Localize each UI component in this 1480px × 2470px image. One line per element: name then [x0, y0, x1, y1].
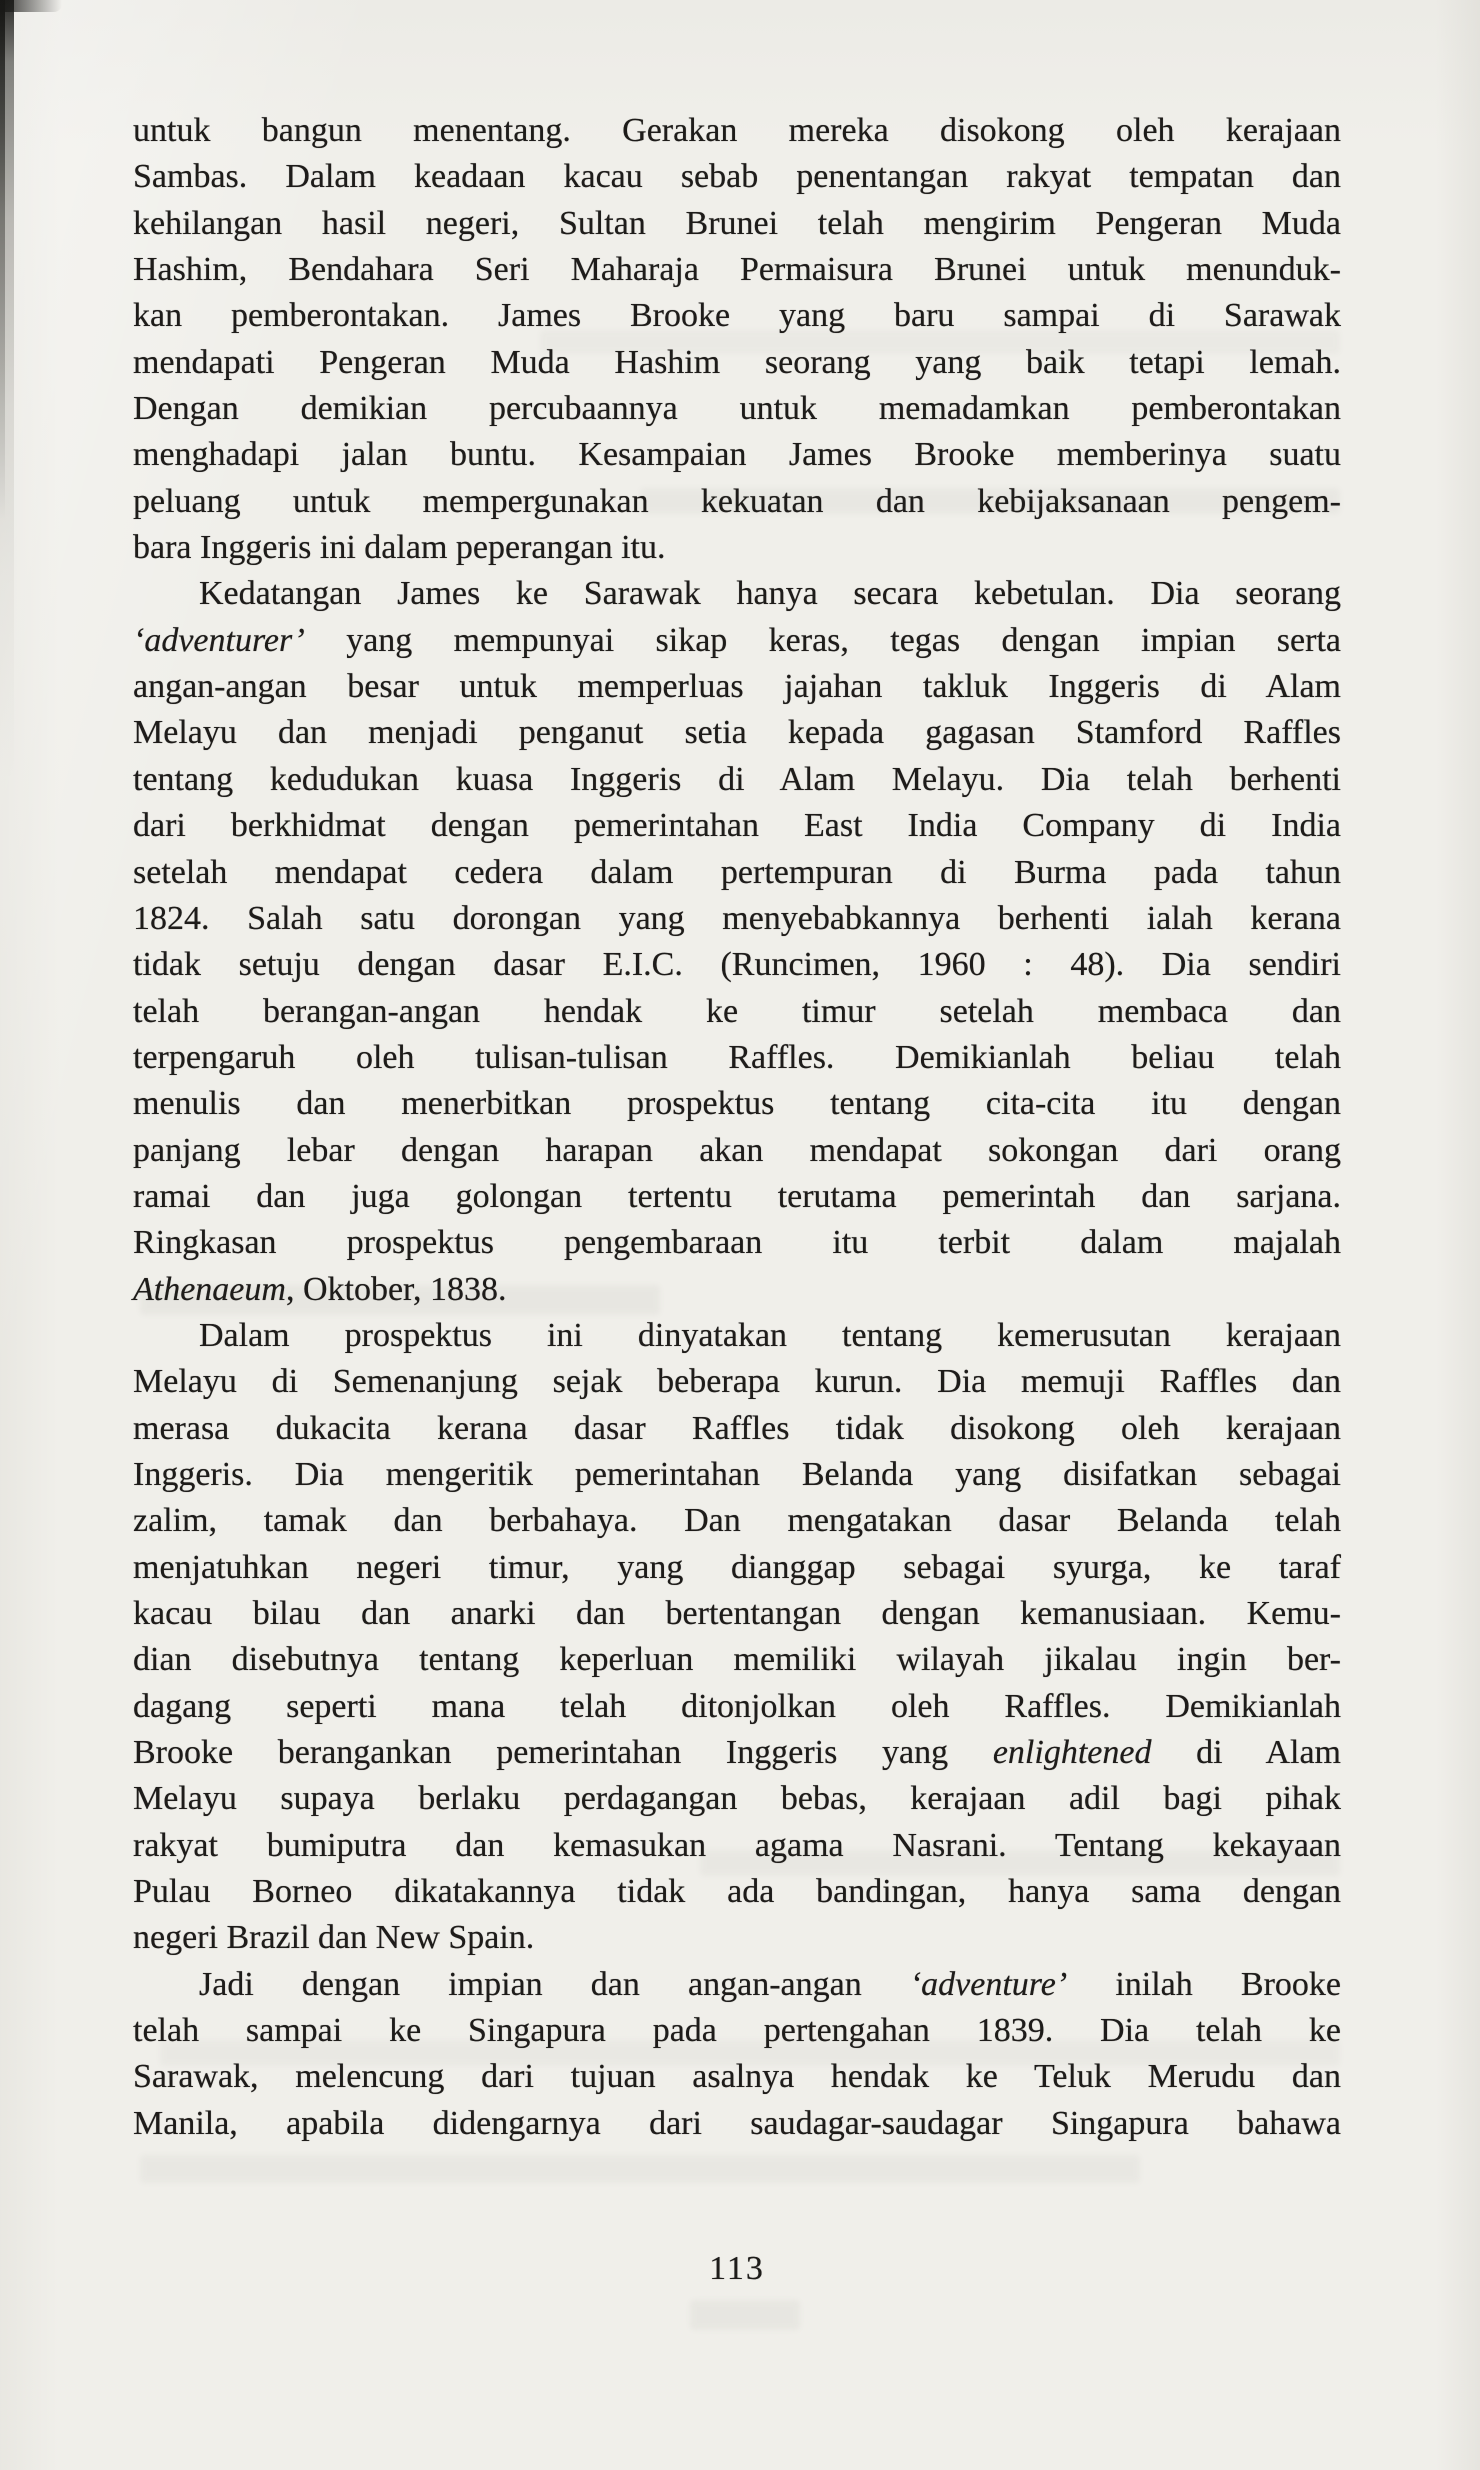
- text-line: [133, 1220, 1341, 1266]
- text-segment: mendapati Pengeran Muda Hashim seorang yang baik tetapi lemah.: [133, 343, 1341, 381]
- text-line: [133, 1128, 1341, 1174]
- text-segment: tidak setuju dengan dasar E.I.C. (Runcimen, 1960 : 48). Dia sendiri: [133, 946, 1341, 984]
- text-segment: , Oktober, 1838.: [285, 1270, 507, 1308]
- text-line: [133, 1730, 1341, 1776]
- text-segment: Pulau Borneo dikatakannya tidak ada bandingan, hanya sama dengan: [133, 1873, 1341, 1911]
- text-line: [133, 989, 1341, 1035]
- text-segment: dian disebutnya tentang keperluan memiliki wilayah jikalau ingin ber-: [133, 1641, 1341, 1679]
- text-segment: dagang seperti mana telah ditonjolkan oleh Raffles. Demikianlah: [133, 1687, 1341, 1725]
- text-line: [133, 1637, 1341, 1683]
- italic-text-segment: ‘adventure’: [909, 1965, 1068, 2003]
- text-line: [133, 664, 1341, 710]
- text-line: [133, 340, 1341, 386]
- text-segment: telah sampai ke Singapura pada pertengahan 1839. Dia telah ke: [133, 2012, 1341, 2050]
- text-segment: menjatuhkan negeri timur, yang dianggap sebagai syurga, ke taraf: [133, 1548, 1341, 1586]
- text-line: [133, 1035, 1341, 1081]
- text-line: [133, 896, 1341, 942]
- text-segment: zalim, tamak dan berbahaya. Dan mengatakan dasar Belanda telah: [133, 1502, 1341, 1540]
- text-line: [133, 942, 1341, 988]
- text-line: [133, 1498, 1341, 1544]
- bleed-through-artifact: [690, 2300, 800, 2330]
- text-line: [133, 479, 1341, 525]
- text-line: [133, 757, 1341, 803]
- text-segment: terpengaruh oleh tulisan-tulisan Raffles. Demikianlah beliau telah: [133, 1038, 1341, 1076]
- text-segment: peluang untuk mempergunakan kekuatan dan kebijaksanaan pengem-: [133, 482, 1341, 520]
- text-line: [133, 1545, 1341, 1591]
- text-line: [133, 1359, 1341, 1405]
- text-segment: Melayu supaya berlaku perdagangan bebas, kerajaan adil bagi pihak: [133, 1780, 1341, 1818]
- text-segment: yang mempunyai sikap keras, tegas dengan impian serta: [304, 621, 1341, 659]
- text-segment: negeri Brazil dan New Spain.: [133, 1919, 535, 1957]
- text-line: [133, 108, 1341, 154]
- text-segment: Melayu dan menjadi penganut setia kepada gagasan Stamford Raffles: [133, 714, 1341, 752]
- text-segment: Brooke berangankan pemerintahan Inggeris yang: [133, 1734, 993, 1772]
- text-segment: Jadi dengan impian dan angan-angan: [199, 1965, 910, 2003]
- text-line: [133, 1962, 1341, 2008]
- text-line: [133, 618, 1341, 664]
- text-segment: Dalam prospektus ini dinyatakan tentang kemerusutan kerajaan: [199, 1316, 1341, 1354]
- text-line: [133, 1591, 1341, 1637]
- text-line: [133, 247, 1341, 293]
- scan-gutter-shadow-core: [0, 0, 5, 520]
- text-segment: di Alam: [1151, 1734, 1341, 1772]
- text-line: [133, 525, 1341, 571]
- text-segment: Hashim, Bendahara Seri Maharaja Permaisura Brunei untuk menunduk-: [133, 251, 1341, 289]
- text-segment: Ringkasan prospektus pengembaraan itu terbit dalam majalah: [133, 1224, 1341, 1262]
- text-line: [133, 1869, 1341, 1915]
- text-segment: setelah mendapat cedera dalam pertempuran di Burma pada tahun: [133, 853, 1341, 891]
- text-line: [133, 201, 1341, 247]
- text-segment: kehilangan hasil negeri, Sultan Brunei telah mengirim Pengeran Muda: [133, 204, 1341, 242]
- text-segment: Inggeris. Dia mengeritik pemerintahan Belanda yang disifatkan sebagai: [133, 1455, 1341, 1493]
- text-line: [133, 1684, 1341, 1730]
- text-line: [133, 1452, 1341, 1498]
- text-line: [133, 571, 1341, 617]
- text-segment: panjang lebar dengan harapan akan mendapat sokongan dari orang: [133, 1131, 1341, 1169]
- text-line: [133, 2101, 1341, 2147]
- bleed-through-artifact: [140, 2155, 1140, 2183]
- text-line: [133, 2008, 1341, 2054]
- text-segment: menghadapi jalan buntu. Kesampaian James Brooke memberinya suatu: [133, 436, 1341, 474]
- text-line: [133, 850, 1341, 896]
- text-line: [133, 293, 1341, 339]
- text-line: [133, 2054, 1341, 2100]
- text-line: [133, 1267, 1341, 1313]
- text-line: [133, 1823, 1341, 1869]
- text-line: [133, 154, 1341, 200]
- text-segment: tentang kedudukan kuasa Inggeris di Alam Melayu. Dia telah berhenti: [133, 760, 1341, 798]
- text-segment: telah berangan-angan hendak ke timur setelah membaca dan: [133, 992, 1341, 1030]
- text-segment: Melayu di Semenanjung sejak beberapa kurun. Dia memuji Raffles dan: [133, 1363, 1341, 1401]
- text-line: [133, 1313, 1341, 1359]
- text-line: [133, 386, 1341, 432]
- body-text: [133, 108, 1341, 2147]
- text-segment: angan-angan besar untuk memperluas jajahan takluk Inggeris di Alam: [133, 668, 1341, 706]
- text-segment: dari berkhidmat dengan pemerintahan East India Company di India: [133, 807, 1341, 845]
- text-line: [133, 1081, 1341, 1127]
- text-line: [133, 1915, 1341, 1961]
- text-segment: inilah Brooke: [1067, 1965, 1342, 2003]
- text-segment: Sambas. Dalam keadaan kacau sebab penentangan rakyat tempatan dan: [133, 158, 1341, 196]
- text-line: [133, 432, 1341, 478]
- text-segment: untuk bangun menentang. Gerakan mereka disokong oleh kerajaan: [133, 112, 1341, 149]
- text-segment: 1824. Salah satu dorongan yang menyebabkannya berhenti ialah kerana: [133, 899, 1341, 937]
- text-segment: Kedatangan James ke Sarawak hanya secara kebetulan. Dia seorang: [199, 575, 1341, 613]
- text-segment: rakyat bumiputra dan kemasukan agama Nasrani. Tentang kekayaan: [133, 1826, 1341, 1864]
- text-line: [133, 1776, 1341, 1822]
- italic-text-segment: ‘adventurer’: [133, 621, 305, 659]
- text-segment: kan pemberontakan. James Brooke yang baru sampai di Sarawak: [133, 297, 1341, 335]
- text-line: [133, 1406, 1341, 1452]
- scan-corner-artifact: [0, 0, 62, 12]
- text-segment: menulis dan menerbitkan prospektus tentang cita-cita itu dengan: [133, 1085, 1341, 1123]
- text-segment: ramai dan juga golongan tertentu terutama pemerintah dan sarjana.: [133, 1177, 1341, 1215]
- text-segment: kacau bilau dan anarki dan bertentangan dengan kemanusiaan. Kemu-: [133, 1595, 1341, 1632]
- text-line: [133, 1174, 1341, 1220]
- italic-text-segment: enlightened: [992, 1734, 1152, 1772]
- text-line: [133, 710, 1341, 756]
- text-segment: bara Inggeris ini dalam peperangan itu.: [133, 529, 666, 567]
- page-number: 113: [709, 2250, 765, 2287]
- text-segment: Dengan demikian percubaannya untuk memadamkan pemberontakan: [133, 390, 1341, 428]
- text-segment: Manila, apabila didengarnya dari saudagar-saudagar Singapura bahawa: [133, 2104, 1341, 2142]
- text-segment: Sarawak, melencung dari tujuan asalnya hendak ke Teluk Merudu dan: [133, 2058, 1341, 2096]
- italic-text-segment: Athenaeum: [133, 1270, 286, 1308]
- text-line: [133, 803, 1341, 849]
- text-segment: merasa dukacita kerana dasar Raffles tidak disokong oleh kerajaan: [133, 1409, 1341, 1447]
